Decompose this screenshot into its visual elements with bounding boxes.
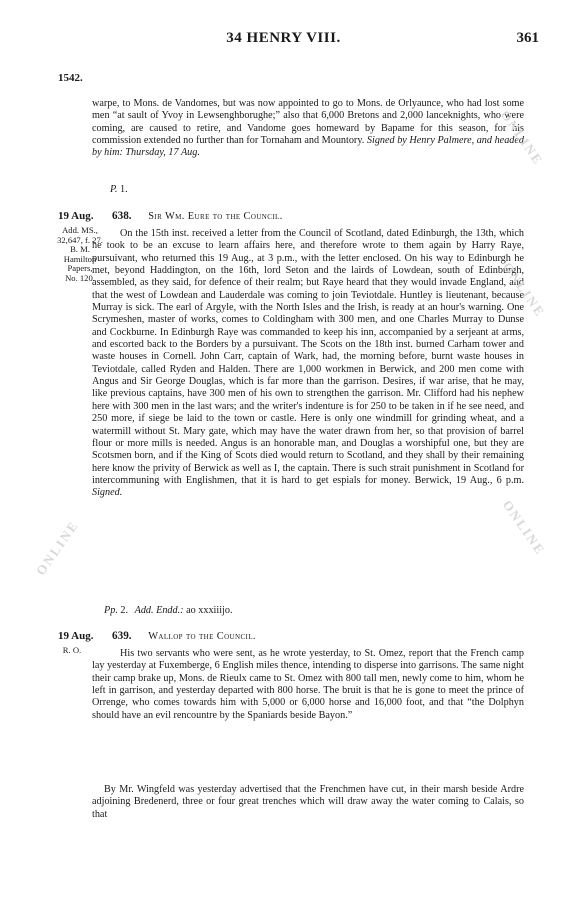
entry-639-body bbox=[92, 648, 524, 722]
watermark-text: ONLINE bbox=[499, 497, 549, 558]
entry-number: 638. bbox=[112, 210, 132, 222]
entry-638-page-count bbox=[104, 605, 233, 617]
endorsement-value: ao xxxiiijo. bbox=[186, 605, 233, 616]
page-count-value: 1. bbox=[120, 184, 128, 195]
watermark-text: ONLINE bbox=[32, 517, 82, 578]
source-line: R. O. bbox=[62, 645, 82, 655]
continuation-signature: Signed by Henry Palmere, and headed by him: Thursday, 17 Aug. bbox=[92, 135, 525, 159]
entry-title: Sir Wm. Eure to the Council. bbox=[148, 211, 283, 222]
running-title: 34 HENRY VIII. bbox=[226, 30, 341, 46]
entry-639-source bbox=[56, 646, 88, 656]
page-number: 361 bbox=[516, 30, 539, 46]
page-count-value: 2. bbox=[120, 605, 129, 616]
source-line: Hamilton bbox=[63, 253, 97, 264]
continuation-paragraph bbox=[92, 98, 524, 160]
entry-title: Wallop to the Council. bbox=[148, 631, 256, 642]
running-head bbox=[0, 30, 567, 50]
entry-639-heading bbox=[112, 630, 256, 642]
entry-638-body bbox=[92, 228, 524, 500]
source-line: B. M. bbox=[70, 244, 90, 255]
entry-signature: Signed. bbox=[92, 487, 123, 499]
entry-body-text: By Mr. Wingfeld was yesterday advertised that the Frenchmen have cut, in their marsh beside Ardre adjoining Bredenerd, three or four great trenches which will draw away the water coming to Calais, so that bbox=[92, 784, 524, 820]
continuation-page-count bbox=[110, 184, 128, 196]
continuation-body: warpe, to Mons. de Vandomes, but was now appointed to go to Mons. de Orlyaunce, who had lost some men “at sault of Yvoy in Lewsenghborughe;” also that 6,000 Bretons and 2,000 lanceknights, who were coming, are caused to retire, and Vandome goes homeward by Bapame for this season, for his commission extended no further than for Tornaham and Mountory. bbox=[92, 98, 524, 147]
entry-639-date: 19 Aug. bbox=[58, 630, 94, 642]
entry-638-heading bbox=[112, 210, 283, 222]
endorsement-label: Add. Endd.: bbox=[134, 605, 184, 616]
entry-638-date: 19 Aug. bbox=[58, 210, 94, 222]
entry-body-text: On the 15th inst. received a letter from the Council of Scotland, dated Edinburgh, the 13th, which he took to be an excuse to learn affairs here, and therefore wrote to them again by Harry Raye, pursuivant, who returned this 19 Aug., at 3 p.m., with the letter enclosed. On his way to Edinburgh he met, beyond Haddington, on the 16th, lord Seton and the lairds of Lowdean, south of Edinburgh, assembled, as they said, for defence of their realm; but Raye heard that they would invade England, and that the west of Lowdean and Lauderdale was coming to join Teviotdale. Huntley is lieutenant, because Murray is sick. The earl of Argyle, with the North Isles and the Irish, is ready at an hour's warning. One Scrymeshen, master of works, comes to Coldingham with 300 men, and one Charles Murray to Dunse and Cockburne. In Edinburgh Raye was commanded to keep his inn, accompanied by a serjeant at arms, and escorted back to the Borders by a pursuivant. The Scots on the 18th inst. burned Carham tower and waste houses in Cornell. John Carr, captain of Wark, had, the morning before, burnt waste houses in Teviotdale, called Ryden and Halden. There are 1,000 workmen in Berwick, and 200 men come with Angus and Sir George Douglas, which is far more than the garrison. Desires, if war arise, that he may, like previous captains, have 300 men of his own to strengthen the garrison. Mr. Clifford had his nephew here with 300 men in the last wars; and the writer's indenture is for 250 to be taken in if he see need, and 250 more, if siege be laid to the town or castle. Here is only one windmill for grinding wheat, and a watermill without St. Mary gate, which may have the water drawn from her, so that provision of barrel flour or more mills is needed. Angus is an honorable man, and Douglas a worshipful one, but they are Scotsmen born, and if the King of Scots died would return to Scotland, and they shall by their remaining here know the privity of Berwick as well as I, the captain. There is such strait punishment in Scotland for intercommuning with Englishmen, that it is hard to get espials for money. Berwick, 19 Aug., 6 p.m. bbox=[92, 228, 524, 486]
page-count-label: P. bbox=[110, 184, 118, 195]
entry-body-text: His two servants who were sent, as he wrote yesterday, to St. Omez, report that the French camp lay yesterday at Fuxemberge, 6 English miles thence, intending to disperse into garrisons. The same night their camp brake up, Mons. de Rieulx came to St. Omez with 800 tall men, newly come to him, whom he left in garrison, and yesterday departed with 800 horse. The bruit is that he is gone to meet the prince of Orrenge, who comes towards him with 5,000 or 6,000 horse and 16,000 foot, and that “the Dolphyn should have an evil rencountre by the Spaniards beside Bayon.” bbox=[92, 648, 524, 721]
watermark-text: ONLINE bbox=[497, 107, 547, 168]
watermark-text: ONLINE bbox=[499, 259, 549, 320]
entry-number: 639. bbox=[112, 630, 132, 642]
source-line: No. 120. bbox=[65, 272, 95, 283]
entry-639-body-continued bbox=[92, 784, 524, 821]
source-line: 32,647, f. 27. bbox=[57, 234, 103, 245]
page-count-label: Pp. bbox=[104, 605, 118, 616]
year-marker: 1542. bbox=[58, 72, 83, 84]
source-line: Papers, bbox=[67, 263, 93, 274]
source-line: Add. MS., bbox=[62, 225, 98, 235]
